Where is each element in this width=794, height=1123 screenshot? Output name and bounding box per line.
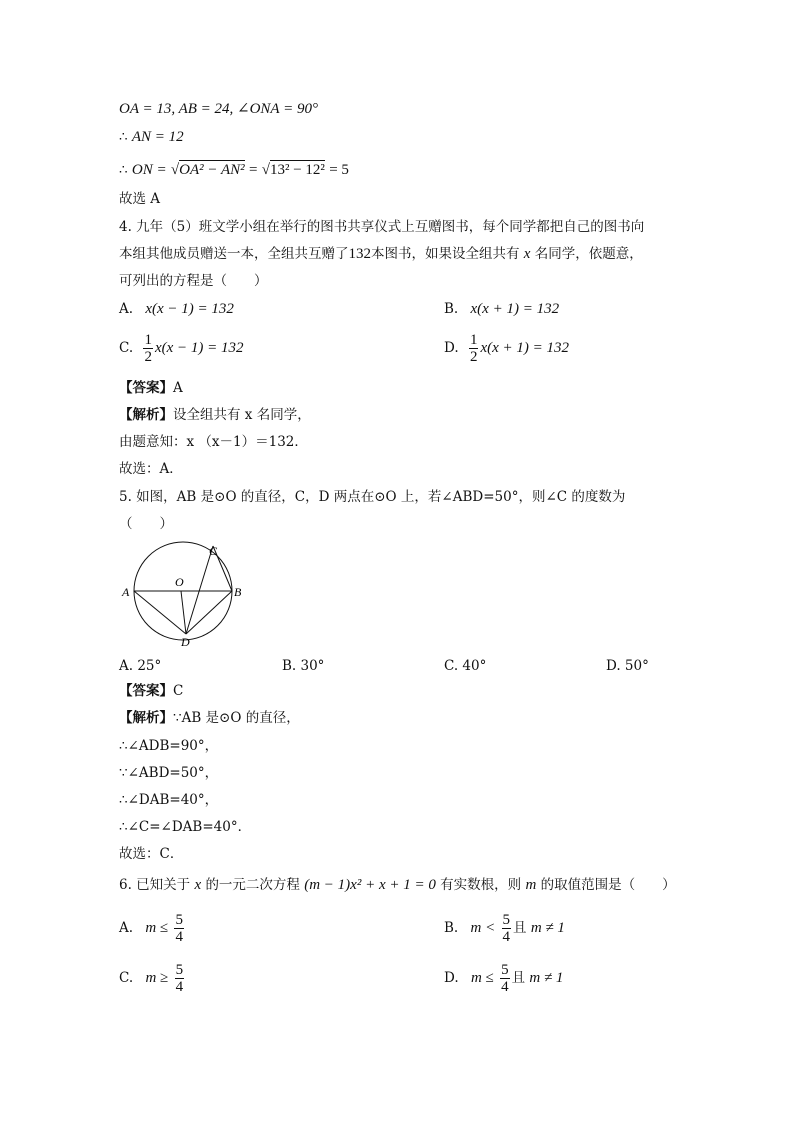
therefore-an [119,128,184,146]
q4-option-c [119,332,244,365]
and-word: 且 [513,920,527,936]
option-expr: x(x − 1) = 132 [154,340,244,356]
q5-explanation [119,709,300,727]
q6-option-b [444,912,565,945]
option-label: B. [444,920,459,936]
equals-sign: = [248,162,258,178]
fraction-five-fourths: $\frac{5}{4}$ [501,962,509,995]
q5-explanation-line3: ∵∠ABD=50°， [119,765,219,781]
q6-stem-part-d: 的取值范围是（ ） [540,877,676,893]
q4-explanation-line3: 故选：A． [119,461,183,477]
explanation-line: ∵AB 是⊙O 的直径， [173,710,300,726]
explanation-tag: 【解析】 [119,710,173,726]
q6-stem [119,876,676,894]
answer-tag: 【答案】 [119,683,173,699]
q4-stem-part-c: 名同学，依题意， [534,246,643,262]
q5-stem-line2: （ ） [119,516,173,532]
explanation-line: 设全组共有 x 名同学， [173,407,311,423]
option-label: C. [119,970,134,986]
option-label: C. [119,340,134,356]
sqrt-sign: √ [261,162,270,178]
therefore-on [119,161,349,179]
sqrt-expr-2: 13² − 12² [269,162,325,178]
q6-stem-part-c: 有实数根，则 [440,877,522,893]
option-expr: m ≤ [470,970,494,986]
option-condition: m ≠ 1 [530,920,565,936]
option-expr: x(x + 1) = 132 [470,301,560,317]
option-label: D. [444,340,459,356]
point-c-label: C [209,544,218,558]
q5-option-d: D. 50° [606,658,649,674]
q4-stem-line3: 可列出的方程是（ ） [119,273,268,289]
q5-option-a: A. 25° [119,658,162,674]
sqrt-sign: √ [170,162,180,178]
choose-a: 故选 A [119,191,161,207]
q5-explanation-line4: ∴∠DAB=40°， [119,792,219,808]
q5-option-c: C. 40° [444,658,487,674]
q6-stem-part-a: 6. 已知关于 [119,877,191,893]
q5-explanation-line5: ∴∠C=∠DAB=40°． [119,819,252,835]
option-label: B. [444,301,459,317]
option-expr: x(x + 1) = 132 [480,340,569,356]
on-label: ON = [131,162,167,178]
q4-explanation-line2: 由题意知：x （x－1）＝132． [119,434,308,450]
q4-stem-number: 132 [348,246,371,262]
fraction-five-fourths: $\frac{5}{4}$ [175,962,184,995]
point-o-label: O [175,575,184,589]
q6-stem-part-b: 的一元二次方程 [205,877,300,893]
on-result: = 5 [329,162,349,178]
option-expr: x(x − 1) = 132 [145,301,234,317]
q4-stem-line2 [119,245,643,263]
q4-option-b [444,300,559,318]
segment-od [181,591,186,634]
fraction-five-fourths: $\frac{5}{4}$ [502,912,511,945]
q4-stem-variable: x [523,246,531,262]
option-expr: m ≥ [145,970,169,986]
q6-option-c [119,962,186,995]
option-label: D. [444,970,459,986]
option-expr: m < [470,920,496,936]
answer-tag: 【答案】 [119,380,173,396]
fraction-half: $\frac{1}{2}$ [144,332,152,365]
q5-stem-line1: 5. 如图，AB 是⊙O 的直径，C，D 两点在⊙O 上，若∠ABD=50°，则∠C 的度数为 [119,489,626,505]
therefore-symbol: ∴ [119,129,128,145]
option-condition: m ≠ 1 [529,970,564,986]
an-value: AN = 12 [131,129,184,145]
point-d-label: D [181,635,190,649]
option-label: A. [119,920,134,936]
answer-value: C [173,683,184,699]
point-b-label: B [234,585,242,599]
and-word: 且 [511,970,526,986]
segment-ad [134,591,186,634]
q4-stem-part-b: 本图书，如果设全组共有 [371,246,520,262]
q4-option-d [444,332,569,365]
answer-value: A [173,380,183,396]
q5-answer [119,682,183,700]
q6-stem-variable-m: m [525,877,537,893]
point-a-label: A [122,585,130,599]
option-label: A. [119,301,134,317]
sqrt-expr-1: OA² − AN² [179,162,245,178]
explanation-tag: 【解析】 [119,407,173,423]
option-expr: m ≤ [145,920,169,936]
q4-stem-line1: 4. 九年（5）班文学小组在举行的图书共享仪式上互赠图书，每个同学都把自己的图书向 [119,219,645,235]
q5-option-b: B. 30° [282,658,325,674]
q6-option-a [119,912,186,945]
q6-stem-variable-x: x [194,877,202,893]
circle-figure [115,540,245,650]
given-line: OA = 13, AB = 24, ∠ONA = 90° [119,101,318,117]
q4-stem-part-a: 本组其他成员赠送一本，全组共互赠了 [119,246,349,262]
q4-answer [119,379,183,397]
fraction-half: $\frac{1}{2}$ [469,332,478,365]
q6-stem-equation: (m − 1)x² + x + 1 = 0 [304,877,436,893]
therefore-symbol: ∴ [119,162,128,178]
q6-option-d [444,962,563,995]
q4-explanation [119,406,311,424]
q5-explanation-line2: ∴∠ADB=90°， [119,738,219,754]
q4-option-a [119,300,234,318]
fraction-five-fourths: $\frac{5}{4}$ [175,912,183,945]
q5-explanation-line6: 故选：C． [119,846,184,862]
